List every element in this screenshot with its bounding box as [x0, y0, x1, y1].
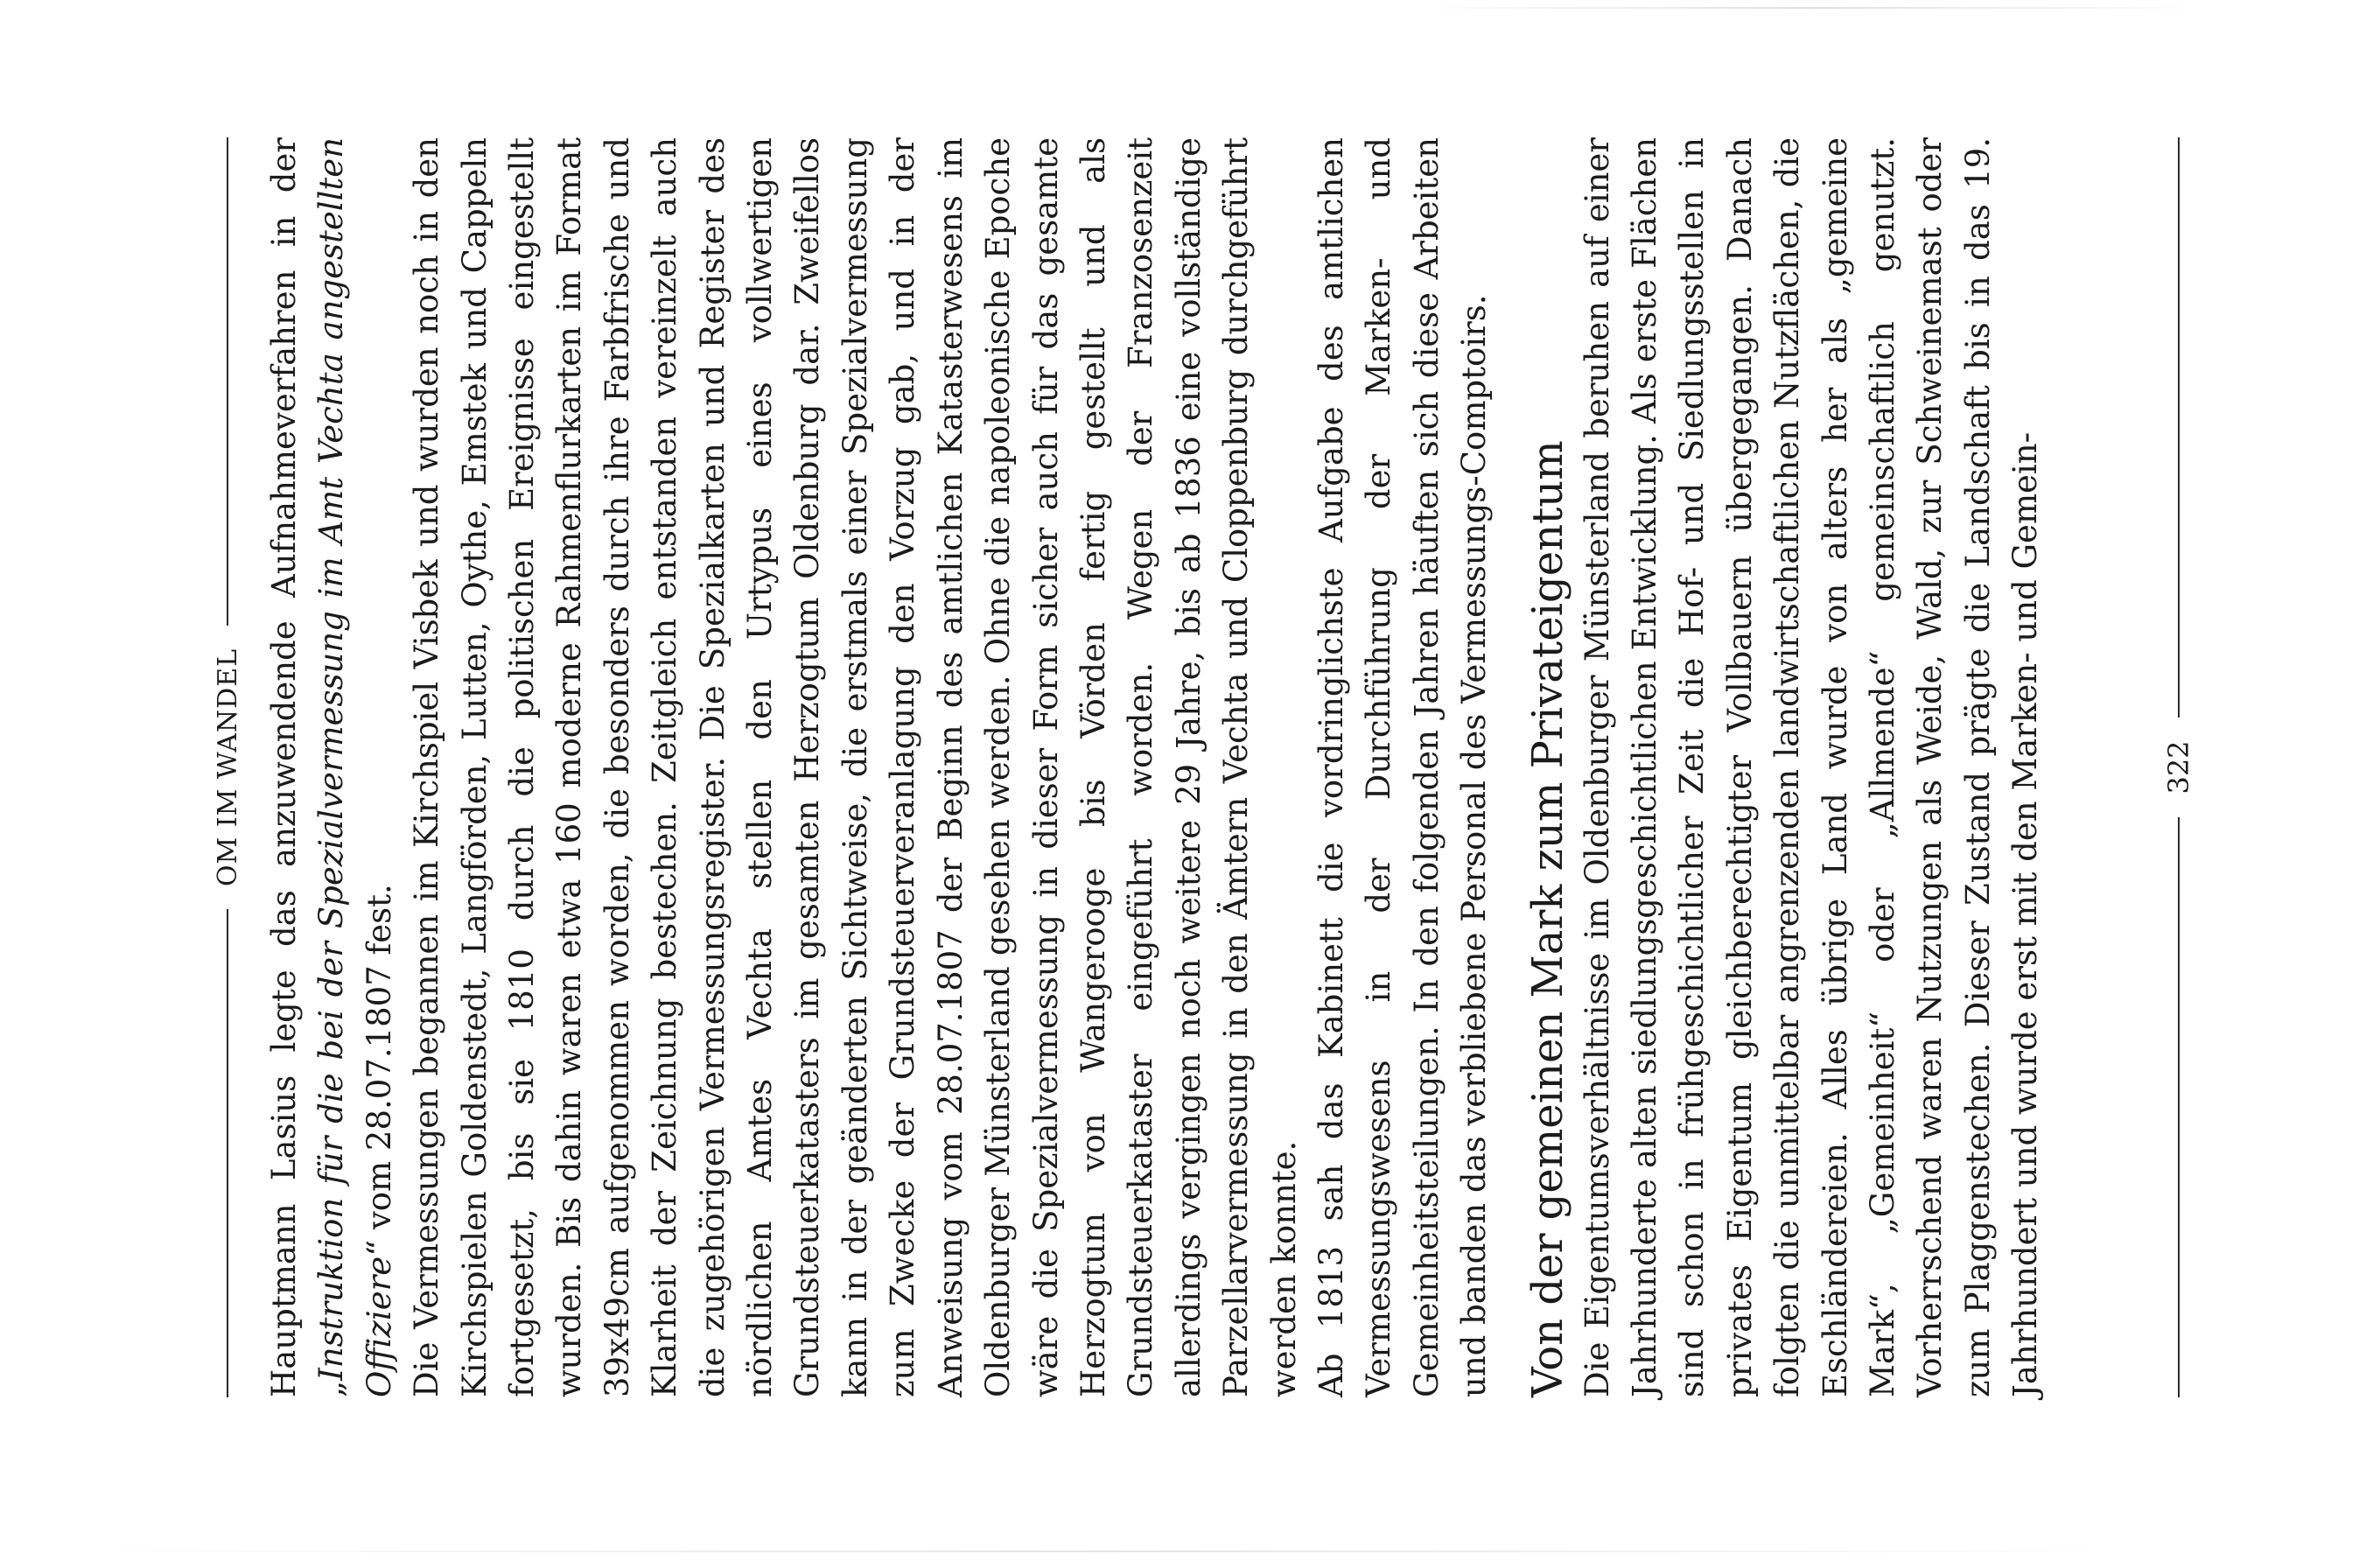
paragraph-text: Die Eigentumsverhältnisse im Oldenburger Münsterland beruhen auf einer Jahrhunderte alten siedlungsgeschichtlichen Entwicklung. Als erste Flächen sind schon in frühgeschichtlicher Zeit die Hof- und Siedlungsstellen in privates Eigentum gleichberechtigter Vollbauern übergegangen. Danach folgten die unmittelbar angrenzenden landwirtschaftlichen Nutzflächen, die Eschländereien. Alles übrige Land wurde von alters her als „gemeine Mark“, „Gemeinheit“ oder „Allmende“ gemeinschaftlich genutzt. Vorherrschend waren Nutzungen als Weide, Wald, zur Schweinemast oder zum Plaggenstechen. Dieser Zustand prägte die Landschaft bis in das 19. Jahrhundert und wurde erst mit den Marken- und Gemein- — [1578, 137, 2045, 1397]
italic-text: Instruktion für die bei der Spezialvermessung im Amt Vechta angestellten Offiziere — [312, 137, 398, 1397]
paragraph — [1574, 137, 2050, 1397]
running-head-title: OM IM WANDEL — [212, 648, 243, 887]
running-head-rule-right — [227, 137, 228, 626]
paragraph — [261, 137, 403, 1397]
running-head — [201, 137, 254, 1397]
paragraph — [403, 137, 1308, 1397]
page-footer — [2152, 137, 2205, 1397]
paragraph-block — [261, 137, 1499, 1397]
paragraph-text: Hauptmann Lasius legte das anzuwendende Aufnahmeverfahren in der „ — [265, 137, 351, 1397]
footer-rule-left — [2178, 817, 2180, 1397]
section-paragraph-block — [1574, 137, 2050, 1397]
paragraph-text: Die Vermessungen begannen im Kirchspiel Visbek und wurden noch in den Kirchspielen Goldenstedt, Langförden, Lutten, Oythe, Emstek und Cappeln fortgesetzt, bis sie 1810 durch die politischen Ereignisse eingestellt wurden. Bis dahin waren etwa 160 moderne Rahmenflurkarten im Format 39x49cm aufgenommen worden, die besonders durch ihre Farbfrische und Klarheit der Zeichnung bestechen. Zeitgleich entstanden vereinzelt auch die zugehörigen Vermessungsregister. Die Spezialkarten und Register des nördlichen Amtes Vechta stellen den Urtypus eines vollwertigen Grundsteuerkatasters im gesamten Herzogtum Oldenburg dar. Zweifellos kann in der geänderten Sichtweise, die erstmals einer Spezialvermessung zum Zwecke der Grundsteuerveranlagung den Vorzug gab, und in der Anweisung vom 28.07.1807 der Beginn des amtlichen Katasterwesens im Oldenburger Münsterland gesehen werden. Ohne die napoleonische Epoche wäre die Spezialvermessung in dieser Form sicher auch für das gesamte Herzogtum von Wangerooge bis Vörden fertig gestellt und als Grundsteuerkataster eingeführt worden. Wegen der Franzosenzeit allerdings vergingen noch weitere 29 Jahre, bis ab 1836 eine vollständige Parzellarvermessung in den Ämtern Vechta und Cloppenburg durchgeführt werden konnte. — [408, 137, 1303, 1397]
running-head-rule-left — [227, 909, 228, 1397]
paragraph-text: “ vom 28.07.1807 fest. — [360, 884, 398, 1256]
paragraph-text: Ab 1813 sah das Kabinett die vordringlichste Aufgabe des amtlichen Vermessungswesens in der Durchführung der Marken- und Gemeinheitsteilungen. In den folgenden Jahren häuften sich diese Arbeiten und banden das verbliebene Personal des Vermessungs-Comptoirs. — [1312, 137, 1494, 1397]
footer-rule-right — [2178, 137, 2180, 718]
page-number: 322 — [2162, 740, 2195, 794]
body-text — [261, 137, 2050, 1397]
section-heading: Von der gemeinen Mark zum Privateigentum — [1522, 440, 1572, 1397]
paragraph — [1308, 137, 1499, 1397]
